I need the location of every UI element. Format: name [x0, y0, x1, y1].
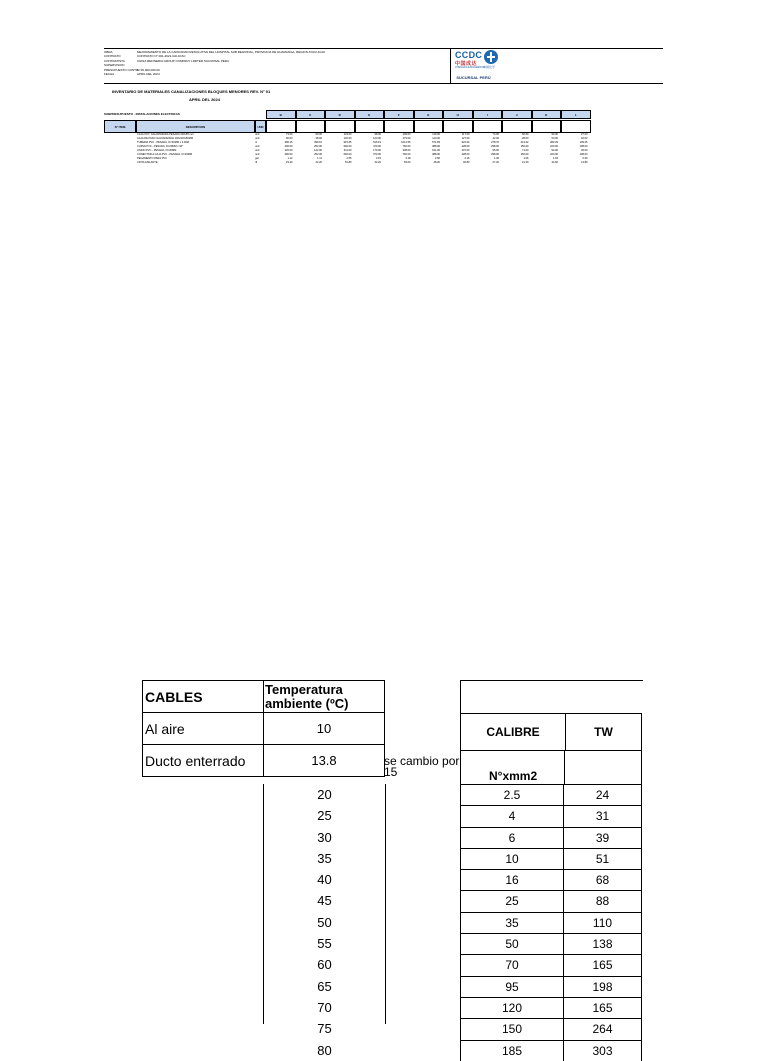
inventory-subtitle: SUBPRESUPUESTO - INSTALACIONES ELECTRICAS — [104, 112, 180, 116]
blank-header-cell — [561, 120, 591, 133]
item-quantity: 42.00 — [581, 137, 588, 140]
column-letter: F — [384, 110, 414, 119]
cable-condition: Al aire — [143, 713, 264, 745]
item-quantity: 98.00 — [374, 133, 381, 136]
item-quantity: 21.20 — [522, 161, 529, 164]
calibre-unit-row — [460, 751, 642, 784]
item-quantity: 290.00 — [284, 145, 293, 148]
item-quantity: 282.29 — [550, 141, 558, 144]
item-description: CAJA DE PASO GALVANIZADA 100x100x50MM — [137, 137, 194, 140]
item-quantity: 213.22 — [520, 141, 529, 144]
temperature-value: 55 — [317, 936, 332, 952]
item-quantity: 150.00 — [520, 153, 529, 156]
table-row — [460, 827, 642, 848]
item-unit: und — [255, 149, 260, 152]
header-field-key: PRESUPUESTO CONTR. — [104, 67, 139, 72]
item-quantity: 120.00 — [284, 149, 293, 152]
blank-header-cell — [532, 120, 562, 133]
item-quantity: 3.18 — [405, 157, 411, 160]
item-column-header: N° ITEM — [104, 120, 136, 133]
item-quantity: 27.00 — [581, 133, 588, 136]
logo-area — [450, 49, 664, 83]
item-quantity: 428.00 — [461, 153, 470, 156]
table-row — [143, 713, 385, 745]
second-logo-chinese: 中国化学 — [483, 65, 496, 69]
blank-header-cell — [296, 120, 326, 133]
item-quantity: 1.63 — [552, 157, 558, 160]
calibre-size: 35 — [460, 913, 564, 933]
column-letter: C — [296, 110, 326, 119]
item-unit: und — [255, 133, 260, 136]
header-field-key: CONTRATO — [104, 54, 121, 59]
item-quantity: 108.00 — [579, 145, 588, 148]
calibre-unit: N°xmm2 — [461, 751, 565, 784]
item-quantity: 170.00 — [373, 149, 381, 152]
tw-ampacity: 165 — [564, 955, 642, 975]
column-letter: J — [502, 110, 532, 119]
calibre-size: 150 — [460, 1019, 564, 1039]
tw-ampacity: 31 — [564, 806, 642, 826]
item-quantity: 388.00 — [432, 145, 440, 148]
table-row — [460, 933, 642, 954]
blank-header-cell — [325, 120, 355, 133]
item-quantity: 48.00 — [315, 137, 322, 140]
item-quantity: 390.10 — [314, 141, 322, 144]
blank-header-cell — [443, 120, 473, 133]
item-quantity: 51.80 — [345, 161, 352, 164]
item-quantity: 83.00 — [404, 161, 411, 164]
blank-header-cell — [266, 120, 296, 133]
temperature-value: 40 — [317, 872, 332, 888]
tw-ampacity: 88 — [564, 891, 642, 911]
blank-header-cell — [414, 120, 444, 133]
item-quantity: 220.00 — [550, 153, 558, 156]
calibre-size: 185 — [460, 1041, 564, 1061]
table-row — [460, 976, 642, 997]
table-row — [460, 1018, 642, 1039]
item-description: CINTA AISLANTE — [137, 161, 158, 164]
item-quantity: 42.20 — [374, 161, 381, 164]
table-row — [460, 805, 642, 826]
item-quantity: 1.36 — [493, 157, 499, 160]
item-quantity: 127.00 — [461, 137, 470, 140]
header-field-key: FECHA — [104, 71, 115, 76]
item-description: PEGAMENTO PARA PVC — [137, 157, 168, 160]
item-quantity: 113.00 — [432, 137, 440, 140]
item-description: CONECTOR A CAJA PVC - PESADA, D=20MM — [137, 153, 193, 156]
calibre-size: 95 — [460, 977, 564, 997]
inventory-date: APRIL DEL 2024 — [189, 97, 220, 102]
item-quantity: 1.06 — [523, 157, 529, 160]
globe-logo-icon — [484, 50, 498, 64]
header-field-value: CONTRATO N° 001-2021-GR-AYAC — [137, 54, 186, 59]
table-row — [460, 784, 642, 805]
branch-label: SUCURSAL PERÚ — [456, 75, 491, 80]
item-quantity: 122.00 — [314, 149, 322, 152]
item-quantity: 199.00 — [402, 133, 411, 136]
temperature-value: 25 — [317, 808, 332, 824]
header-field-value: S/ 00,000,000.00 — [137, 67, 160, 72]
calibre-size: 10 — [460, 849, 564, 869]
item-quantity: 1.11 — [317, 157, 322, 160]
item-quantity: 370.00 — [373, 153, 381, 156]
cables-label: CABLES — [143, 681, 264, 713]
cable-temperature: 10 — [264, 713, 385, 745]
header-field-key: SUPERVISION — [104, 63, 125, 68]
item-quantity: 95.00 — [492, 149, 499, 152]
item-quantity: 53.00 — [551, 137, 558, 140]
item-description: TUBERIA PVC - PESADA, D=20MM x 3.00M — [137, 141, 189, 144]
item-quantity: 71.00 — [522, 149, 529, 152]
calibre-size: 50 — [460, 934, 564, 954]
item-quantity: 370.00 — [373, 145, 381, 148]
item-quantity: 2.16 — [464, 157, 470, 160]
company-logo: CCDC — [455, 50, 483, 60]
item-quantity: 298.00 — [491, 153, 499, 156]
tw-ampacity: 39 — [564, 828, 642, 848]
item-unit: m — [255, 141, 258, 144]
column-letter: D — [325, 110, 355, 119]
column-letter: K — [532, 110, 562, 119]
item-quantity: 46.80 — [463, 161, 470, 164]
calibre-size: 2.5 — [460, 785, 564, 805]
cable-temperature: 13.8 — [264, 745, 385, 777]
item-quantity: 74.00 — [492, 133, 499, 136]
temperature-list — [263, 784, 386, 1058]
company-logo-subtitle: CHENGDA ENGINEERING — [455, 66, 486, 69]
blank-header-cell — [502, 120, 532, 133]
item-quantity: 94.00 — [551, 149, 558, 152]
tw-column-header: TW — [594, 725, 613, 739]
item-quantity: 22.20 — [315, 161, 322, 164]
column-letter: B — [266, 110, 296, 119]
item-quantity: 571.83 — [432, 141, 440, 144]
temperature-value: 80 — [317, 1042, 332, 1058]
item-quantity: 109.25 — [579, 141, 588, 144]
calibre-table-top — [460, 680, 643, 715]
description-column-header: DESCRIPCION — [136, 120, 255, 133]
item-quantity: 191.00 — [432, 149, 440, 152]
item-quantity: 73.00 — [286, 133, 293, 136]
table-row — [143, 745, 385, 777]
tw-ampacity: 303 — [564, 1041, 642, 1061]
column-letter: H — [443, 110, 473, 119]
item-quantity: 119.00 — [432, 133, 440, 136]
item-quantity: 27.20 — [492, 161, 499, 164]
item-quantity: 298.00 — [491, 145, 499, 148]
item-description: UNION PVC - PESADA, D=20MM — [137, 149, 177, 152]
header-field-value: CHINA REFINERIA GROUP COMPANY LIMITED SUCURSAL PERU — [137, 58, 230, 63]
tw-ampacity: 165 — [564, 998, 642, 1018]
temperature-value: 70 — [317, 999, 332, 1015]
item-unit: und — [255, 153, 260, 156]
calibre-size: 70 — [460, 955, 564, 975]
item-quantity: 60.00 — [522, 133, 529, 136]
item-quantity: 108.00 — [579, 153, 588, 156]
temperature-value: 45 — [317, 893, 332, 909]
table-row — [460, 869, 642, 890]
item-quantity: 622.64 — [461, 141, 470, 144]
item-unit: rll — [255, 161, 258, 164]
item-quantity: 252.00 — [314, 153, 322, 156]
table-row — [104, 161, 667, 165]
cables-table — [142, 680, 385, 777]
tw-ampacity: 68 — [564, 870, 642, 890]
item-quantity: 132.00 — [343, 137, 352, 140]
item-quantity: 2.15 — [375, 157, 381, 160]
column-letter: E — [355, 110, 385, 119]
header-field-value: APRIL DEL 2024 — [137, 71, 160, 76]
item-quantity: 338.00 — [402, 149, 411, 152]
tw-ampacity: 51 — [564, 849, 642, 869]
item-quantity: 23.40 — [286, 161, 293, 164]
item-quantity: 150.00 — [520, 145, 529, 148]
item-quantity: 13.80 — [581, 161, 588, 164]
calibre-size: 4 — [460, 806, 564, 826]
item-quantity: 279.00 — [402, 137, 411, 140]
tw-ampacity: 24 — [564, 785, 642, 805]
temperature-value: 65 — [317, 978, 332, 994]
item-quantity: 380.15 — [284, 141, 293, 144]
header-field-key: OBRA — [104, 50, 113, 54]
temperature-value: 35 — [317, 850, 332, 866]
company-logo-chinese: 中国成达 — [455, 61, 478, 67]
temperature-value: 20 — [317, 787, 332, 802]
header-fields — [104, 50, 444, 76]
column-letter: I — [473, 110, 503, 119]
column-letter: L — [561, 110, 591, 119]
column-letters — [266, 110, 591, 119]
table-row — [460, 954, 642, 975]
cable-condition: Ducto enterrado — [143, 745, 264, 777]
item-quantity: 123.00 — [373, 137, 381, 140]
item-quantity: 42.00 — [492, 137, 499, 140]
item-quantity: 28.00 — [522, 137, 529, 140]
item-quantity: 90.00 — [286, 137, 293, 140]
inventory-title: INVENTARIO DE MATERIALES CANALIZACIONES BLOQUES MENORES REV. N° 01 — [112, 89, 271, 94]
table-row — [460, 1040, 642, 1061]
calibre-size: 6 — [460, 828, 564, 848]
item-quantity: 290.00 — [284, 153, 293, 156]
calibre-header-row — [460, 713, 642, 751]
item-quantity: 915.65 — [343, 141, 352, 144]
inventory-table — [104, 110, 667, 165]
item-quantity: 278.70 — [491, 141, 499, 144]
item-quantity: 48.20 — [433, 161, 440, 164]
item-quantity: 123.00 — [343, 133, 352, 136]
item-unit: gal — [255, 157, 259, 160]
temperature-value: 50 — [317, 914, 332, 930]
temperature-value: 75 — [317, 1021, 332, 1037]
calibre-size: 25 — [460, 891, 564, 911]
item-quantity: 220.00 — [550, 145, 558, 148]
temperature-header: Temperatura ambiente (ºC) — [264, 681, 385, 713]
header-field-key: CONTRATISTA — [104, 58, 125, 63]
header-field-value: MEJORAMIENTO DE LA CAPACIDAD RESOLUTIVA DEL HOSPITAL SUB REGIONAL, PROVINCIA DE HUAMANGA, REGION AYACUCHO — [137, 50, 326, 54]
inventory-header-row — [104, 120, 667, 133]
item-quantity: 34.60 — [551, 161, 558, 164]
item-quantity: 2.55 — [346, 157, 352, 160]
item-quantity: 207.00 — [461, 149, 470, 152]
item-unit: und — [255, 145, 260, 148]
temperature-value: 30 — [317, 829, 332, 845]
temperature-value: 60 — [317, 957, 332, 973]
calibre-column-header: CALIBRE — [461, 714, 566, 750]
item-quantity: 117.00 — [461, 133, 470, 136]
calibre-rows — [460, 784, 642, 1061]
item-quantity: 1.12 — [287, 157, 293, 160]
item-quantity: 760.00 — [402, 153, 411, 156]
item-description: CAJA OCT. GALVANIZADA PESADA 100x55 mm — [137, 133, 194, 136]
tw-ampacity: 138 — [564, 934, 642, 954]
tw-ampacity: 264 — [564, 1019, 642, 1039]
item-quantity: 760.00 — [402, 145, 411, 148]
item-description: CURVA PVC - PESADA, D=20MM x 90° — [137, 145, 184, 148]
tw-ampacity: 198 — [564, 977, 642, 997]
change-note: se cambio por 15 — [384, 754, 460, 779]
item-quantity: 36.00 — [581, 149, 588, 152]
item-quantity: 428.00 — [461, 145, 470, 148]
item-unit: und — [255, 137, 260, 140]
blank-header-cell — [473, 120, 503, 133]
item-quantity: 0.49 — [582, 157, 588, 160]
table-row — [460, 848, 642, 869]
item-quantity: 2.50 — [434, 157, 440, 160]
item-quantity: 516.19 — [373, 141, 381, 144]
tw-ampacity: 110 — [564, 913, 642, 933]
table-row — [460, 912, 642, 933]
item-quantity: 69.00 — [315, 133, 322, 136]
table-row — [460, 997, 642, 1018]
item-quantity: 93.00 — [551, 133, 558, 136]
calibre-size: 16 — [460, 870, 564, 890]
item-quantity: 311.00 — [343, 149, 352, 152]
item-quantity: 692.00 — [343, 145, 352, 148]
item-quantity: 1014.65 — [401, 141, 411, 144]
column-letter: G — [414, 110, 444, 119]
table-row — [460, 890, 642, 911]
item-quantity: 252.00 — [314, 145, 322, 148]
document-header — [104, 48, 663, 84]
blank-header-cell — [355, 120, 385, 133]
calibre-size: 120 — [460, 998, 564, 1018]
item-quantity: 388.00 — [432, 153, 440, 156]
inventory-rows — [104, 133, 667, 165]
item-quantity: 692.00 — [343, 153, 352, 156]
blank-header-cell — [384, 120, 414, 133]
header-field — [104, 72, 444, 76]
unit-column-header: UND — [255, 120, 266, 133]
